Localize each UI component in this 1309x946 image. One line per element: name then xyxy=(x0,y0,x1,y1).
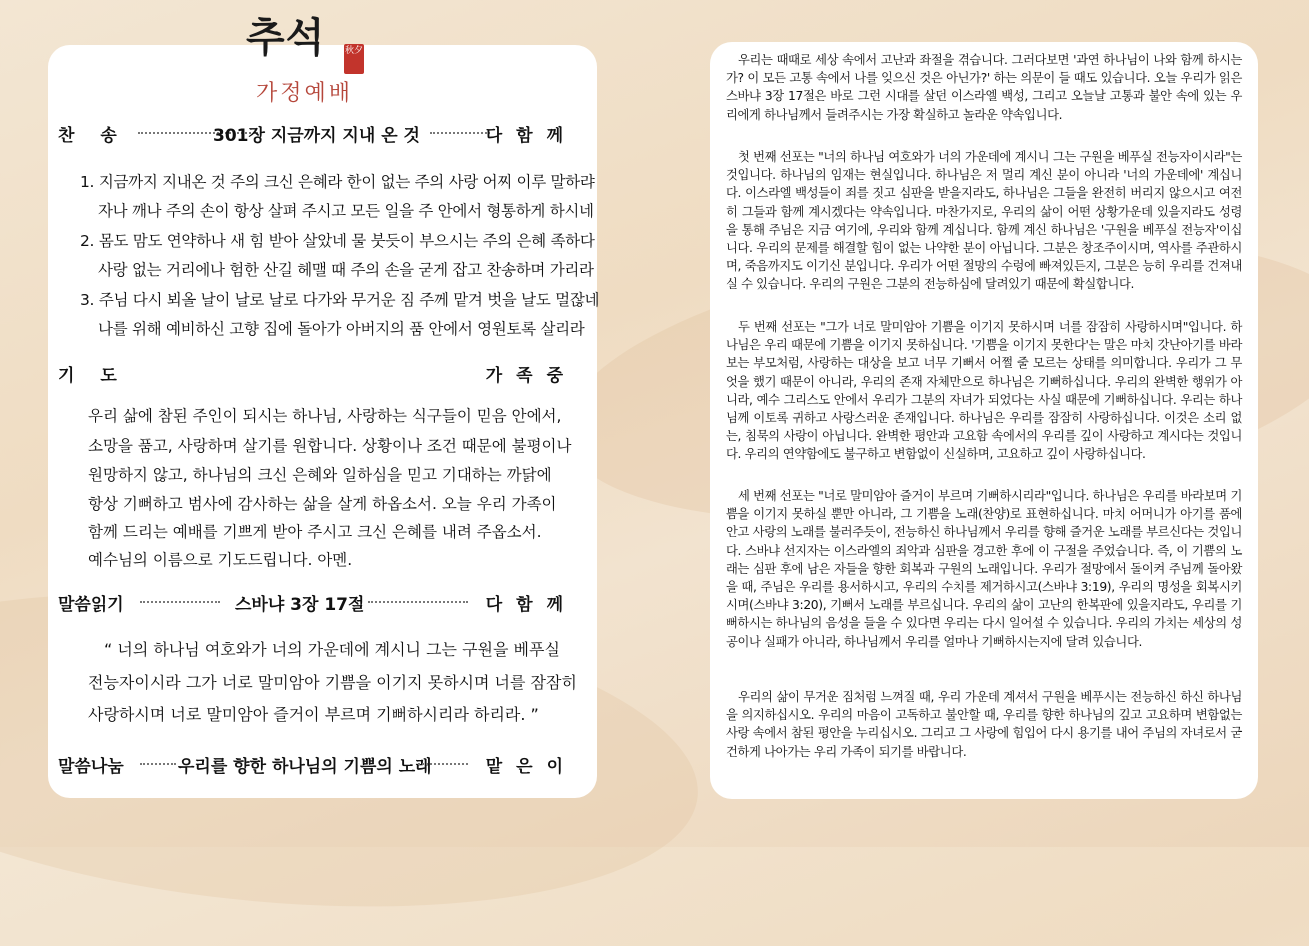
hymn-label: 찬 송 xyxy=(58,126,127,146)
hymn-verse-line: 3. 주님 다시 뵈올 날이 날로 날로 다가와 무거운 짐 주께 맡겨 벗을 날도 멀잖네 xyxy=(80,291,600,309)
chuseok-title-logo xyxy=(240,6,390,106)
reading-title: 스바냐 3장 17절 xyxy=(235,595,365,615)
sermon-paragraph: 우리는 때때로 세상 속에서 고난과 좌절을 겪습니다. 그러다보면 '과연 하나님이 나와 함께 하시는가? 이 모든 고통 속에서 나를 잊으신 것은 아닌가?' 하는 의문이 들 때도 있습니다. 오늘 우리가 읽은 스바냐 3장 17절은 바로 그런 시대를 살던 이스라엘 백성, 그리고 오늘날 고통과 불안 속에 있는 우리에게 하나님께서 들려주시는 가장 확실하고 놀라운 약속입니다. xyxy=(726,53,1242,122)
sermon-paragraph: 두 번째 선포는 "그가 너로 말미암아 기쁨을 이기지 못하시며 너를 잠잠히 사랑하시며"입니다. 하나님은 우리 때문에 기쁨을 이기지 못하십니다. '기쁨을 이기지 못한다'는 말은 마치 갓난아기를 바라보는 부모처럼, 사랑하는 대상을 보고 너무 기뻐서 어쩔 줄 모르는 상태를 의미합니다. 우리가 그 무엇을 했기 때문이 아니라, 우리의 존재 자체만으로 하나님은 기뻐하십니다. 우리의 완벽한 행위가 아니라, 예수 그리스도 안에서 우리가 그분의 자녀가 되었다는 사실 때문에 기뻐하십니다. 우리는 하나님께 이토록 귀하고 사랑스러운 존재입니다. 하나님은 우리를 잠잠히 사랑하십니다. 이것은 소리 없는, 침묵의 사랑이 아닙니다. 완벽한 평안과 고요함 속에서의 우리를 깊이 사랑하고 계시다는 것입니다. 우리의 연약함에도 불구하고 변함없이 신실하며, 고요하고 깊이 사랑하십니다. xyxy=(726,320,1242,462)
hymn-verse-line: 자나 깨나 주의 손이 항상 살펴 주시고 모든 일을 주 안에서 형통하게 하시네 xyxy=(98,202,594,220)
prayer-section-header xyxy=(58,357,577,387)
hymn-section-header xyxy=(58,117,577,147)
sermon-paragraph: 세 번째 선포는 "너로 말미암아 즐거이 부르며 기뻐하시리라"입니다. 하나님은 우리를 바라보며 기쁨을 이기지 못하실 뿐만 아니라, 그 기쁨을 노래(찬양)로 표현하십니다. 마치 어머니가 아기를 품에 안고 사랑의 노래를 불러주듯이, 전능하신 하나님께서 우리를 향해 즐거운 노래를 부르신다는 것입니다. 스바냐 선지자는 이스라엘의 죄악과 심판을 경고한 후에 이 구절을 주었습니다. 즉, 이 기쁨의 노래는 심판 후에 남은 자들을 향한 회복과 구원의 노래입니다. 우리가 절망에서 돌이켜 주님께 돌아왔을 때, 주님은 우리를 용서하시고, 우리의 수치를 제거하시고(스바냐 3:19), 우리의 명성을 회복시키시며(스바냐 3:20), 기뻐서 노래를 부르십니다. 우리의 삶이 고난의 한복판에 있을지라도, 우리를 기뻐하시는 하나님의 음성을 들을 수 있다면 우리는 다시 일어설 수 있습니다. 우리의 가치는 세상의 성공이나 실패가 아니라, 하나님께서 우리를 얼마나 기뻐하시는지에 달려 있습니다. xyxy=(726,489,1242,649)
sermon-paragraph: 우리의 삶이 무거운 짐처럼 느껴질 때, 우리 가운데 계셔서 구원을 베푸시는 전능하신 하신 하나님을 의지하십시오. 우리의 마음이 고독하고 불안할 때, 우리를 향한 하나님의 깊고 고요하며 변함없는 사랑 속에서 참된 평안을 누리십시오. 그리고 그 사랑에 힘입어 다시 용기를 내어 주님의 자녀로서 굳건하게 나아가는 우리 가족이 되기를 바랍니다. xyxy=(726,690,1242,759)
sharing-title: 우리를 향한 하나님의 기쁨의 노래 xyxy=(178,757,432,777)
logo-main-text: 추석 xyxy=(246,14,326,61)
prayer-label: 기 도 xyxy=(58,366,127,386)
prayer-line: 소망을 품고, 사랑하며 살기를 원합니다. 상황이나 조건 때문에 불평이나 xyxy=(88,437,572,455)
sharing-label: 말씀나눔 xyxy=(58,757,124,777)
logo-subtitle: 가정예배 xyxy=(256,81,354,106)
hymn-title: 301장 지금까지 지내 온 것 xyxy=(213,126,420,146)
dotted-leader xyxy=(430,132,490,134)
reading-section-header xyxy=(58,586,577,616)
dotted-leader xyxy=(418,763,468,765)
sermon-paragraph: 첫 번째 선포는 "너의 하나님 여호와가 너의 가운데에 계시니 그는 구원을 베푸실 전능자이시라"는 것입니다. 하나님의 임재는 현실입니다. 하나님은 저 멀리 계신 분이 아니라 '너의 가운데에' 계십니다. 이스라엘 백성들이 죄를 짓고 심판을 받을지라도, 하나님은 그들을 완전히 버리지 않으시고 여전히 그들과 함께 계시겠다는 약속입니다. 마찬가지로, 우리의 삶이 어떤 상황가운데 있을지라도 성령을 통해 주님은 지금 여기에, 우리와 함께 계십니다. 함께 계신 하나님은 '구원을 베푸실 전능자'이십니다. 우리의 문제를 해결할 힘이 없는 나약한 분이 아닙니다. 그분은 창조주이시며, 역사를 주관하시며, 죽음까지도 이기신 분입니다. 우리가 어떤 절망의 수렁에 빠져있든지, 그분은 능히 우리를 건져내실 수 있습니다. 우리의 구원은 그분의 전능하심에 달려있기 때문에 확실합니다. xyxy=(726,150,1242,292)
sharing-who: 맡은이 xyxy=(485,757,577,777)
dotted-leader xyxy=(140,763,176,765)
hymn-verse-line: 나를 위해 예비하신 고향 집에 돌아가 아버지의 품 안에서 영원토록 살리라 xyxy=(98,320,585,338)
hymn-verse-line: 1. 지금까지 지내온 것 주의 크신 은혜라 한이 없는 주의 사랑 어찌 이루 말하랴 xyxy=(80,173,595,191)
prayer-line: 항상 기뻐하고 범사에 감사하는 삶을 살게 하옵소서. 오늘 우리 가족이 xyxy=(88,495,557,513)
hymn-who: 다함께 xyxy=(485,126,577,146)
prayer-line: 우리 삶에 참된 주인이 되시는 하나님, 사랑하는 식구들이 믿음 안에서, xyxy=(88,407,562,425)
prayer-line: 함께 드리는 예배를 기쁘게 받아 주시고 크신 은혜를 내려 주옵소서. xyxy=(88,523,542,541)
prayer-who: 가족중 xyxy=(485,366,577,386)
scripture-line: “ 너의 하나님 여호와가 너의 가운데에 계시니 그는 구원을 베푸실 xyxy=(104,640,560,659)
scripture-line: 전능자이시라 그가 너로 말미암아 기쁨을 이기지 못하시며 너를 잠잠히 xyxy=(88,673,577,692)
hymn-verse-line: 사랑 없는 거리에나 험한 산길 헤맬 때 주의 손을 굳게 잡고 찬송하며 가리라 xyxy=(98,261,594,279)
dotted-leader xyxy=(368,601,468,603)
logo-red-seal: 秋夕 xyxy=(344,44,364,74)
reading-who: 다함께 xyxy=(485,595,577,615)
prayer-line: 예수님의 이름으로 기도드립니다. 아멘. xyxy=(88,551,353,569)
sharing-section-header xyxy=(58,748,577,778)
reading-label: 말씀읽기 xyxy=(58,595,124,615)
prayer-line: 원망하지 않고, 하나님의 크신 은혜와 일하심을 믿고 기대하는 까닭에 xyxy=(88,466,552,484)
dotted-leader xyxy=(140,601,220,603)
scripture-line: 사랑하시며 너로 말미암아 즐거이 부르며 기뻐하시리라 하리라. ” xyxy=(88,705,539,724)
hymn-verse-line: 2. 몸도 맘도 연약하나 새 힘 받아 살았네 물 붓듯이 부으시는 주의 은혜 족하다 xyxy=(80,232,595,250)
